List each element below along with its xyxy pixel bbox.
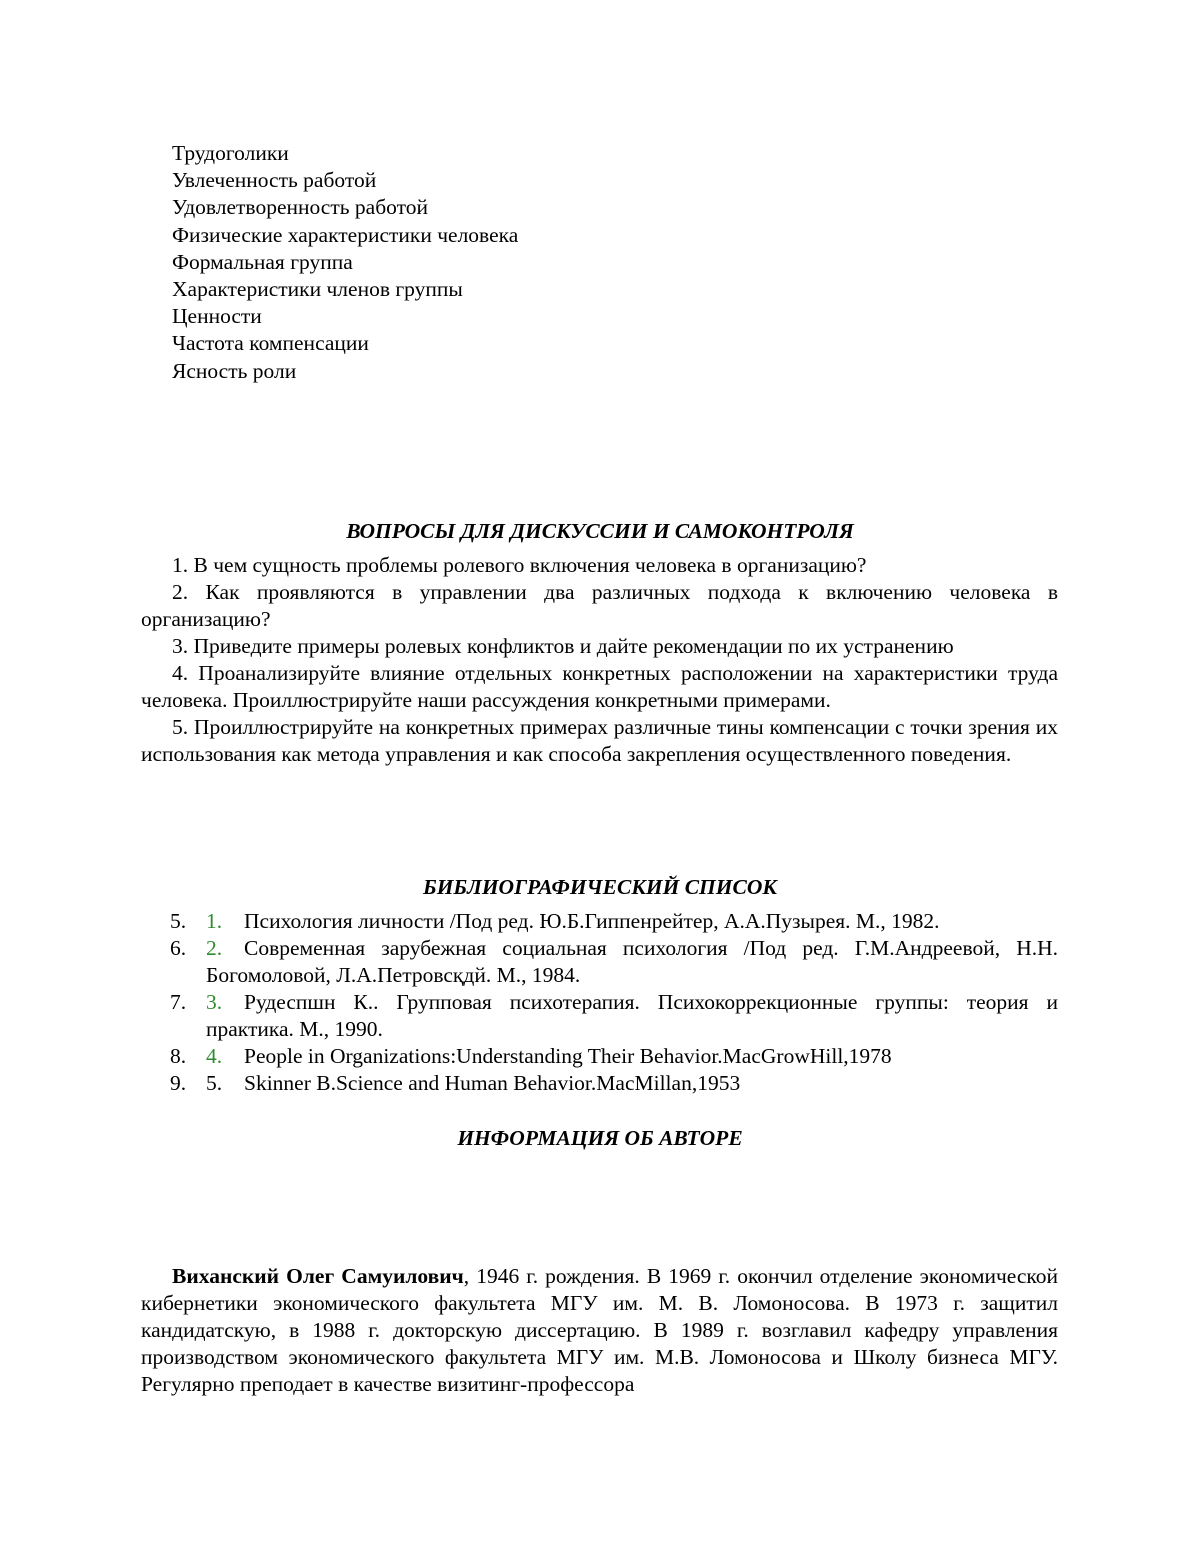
outer-number: 8. bbox=[170, 1044, 187, 1068]
term-item: Трудоголики bbox=[172, 141, 289, 165]
bibliography-text: Психология личности /Под ред. Ю.Б.Гиппенрейтер, А.А.Пузырея. М., 1982. bbox=[244, 909, 940, 933]
term-item: Характеристики членов группы bbox=[172, 276, 463, 301]
bibliography-item bbox=[141, 1043, 1058, 1070]
author-paragraph bbox=[141, 1263, 1058, 1398]
term-item: Частота компенсации bbox=[172, 331, 369, 356]
outer-number: 7. bbox=[170, 990, 187, 1014]
bibliography-text: Рудеспшн К.. Групповая психотерапия. Психокоррекционные группы: теория и практика. М., 1990. bbox=[206, 990, 1058, 1041]
bibliography-item bbox=[141, 908, 1058, 935]
bibliography-text: Skinner B.Science and Human Behavior.MacMillan,1953 bbox=[244, 1071, 741, 1095]
bibliography-item bbox=[141, 1070, 1058, 1097]
outer-number: 5. bbox=[170, 909, 187, 933]
inner-number: 2. bbox=[206, 936, 223, 960]
bibliography-text: Современная зарубежная социальная психология /Под ред. Г.М.Андреевой, Н.Н. Богомоловой, Л.А.Петровсқдй. М., 1984. bbox=[206, 936, 1058, 987]
term-item: Удовлетворенность работой bbox=[172, 195, 428, 220]
term-item: Ясность роли bbox=[172, 358, 297, 383]
author-bio-text: , 1946 г. рождения. В 1969 г. окончил отделение экономической кибернетики экономического факультета МГУ им. М. В. Ломоносова. В 1973 г. защитил кандидатскую, в 1988 г. докторскую диссертацию. В 1989 г. возглавил кафедру управления производством экономического факультета МГУ им. М.В. Ломоносова и Школу бизнеса МГУ. Регулярно преподает в качестве визитинг-профессора bbox=[141, 1264, 1058, 1396]
term-item: Увлеченность работой bbox=[172, 168, 377, 193]
bibliography-text: People in Organizations:Understanding Their Behavior.MacGrowHill,1978 bbox=[244, 1044, 892, 1068]
outer-number: 6. bbox=[170, 936, 187, 960]
question-item: 4. Проанализируйте влияние отдельных конкретных расположении на характеристики труда человека. Проиллюстрируйте наши рассуждения конкретными примерами. bbox=[141, 661, 1058, 712]
questions-heading: ВОПРОСЫ ДЛЯ ДИСКУССИИ И САМОКОНТРОЛЯ bbox=[346, 519, 854, 543]
inner-number: 3. bbox=[206, 990, 223, 1014]
outer-number: 9. bbox=[170, 1071, 187, 1095]
question-item: 2. Как проявляются в управлении два различных подхода к включению человека в организацию? bbox=[141, 580, 1058, 631]
author-name: Виханский Олег Самуилович bbox=[172, 1264, 464, 1288]
term-item: Формальная группа bbox=[172, 249, 353, 274]
question-item: 5. Проиллюстрируйте на конкретных примерах различные тины компенсации с точки зрения их использования как метода управления и как способа закрепления осуществленного поведения. bbox=[141, 715, 1058, 766]
author-heading: ИНФОРМАЦИЯ ОБ АВТОРЕ bbox=[457, 1126, 743, 1150]
questions-section bbox=[141, 552, 1058, 768]
inner-number: 5. bbox=[206, 1071, 223, 1095]
terms-list bbox=[172, 140, 518, 385]
question-item: 1. В чем сущность проблемы ролевого включения человека в организацию? bbox=[172, 553, 867, 577]
term-item: Ценности bbox=[172, 304, 262, 329]
bibliography-item bbox=[141, 989, 1058, 1043]
inner-number: 4. bbox=[206, 1044, 223, 1068]
inner-number: 1. bbox=[206, 909, 223, 933]
bibliography-item bbox=[141, 935, 1058, 989]
bibliography-list bbox=[141, 908, 1058, 1097]
bibliography-heading: БИБЛИОГРАФИЧЕСКИЙ СПИСОК bbox=[423, 875, 777, 899]
term-item: Физические характеристики человека bbox=[172, 222, 519, 247]
question-item: 3. Приведите примеры ролевых конфликтов и дайте рекомендации по их устранению bbox=[172, 634, 954, 658]
